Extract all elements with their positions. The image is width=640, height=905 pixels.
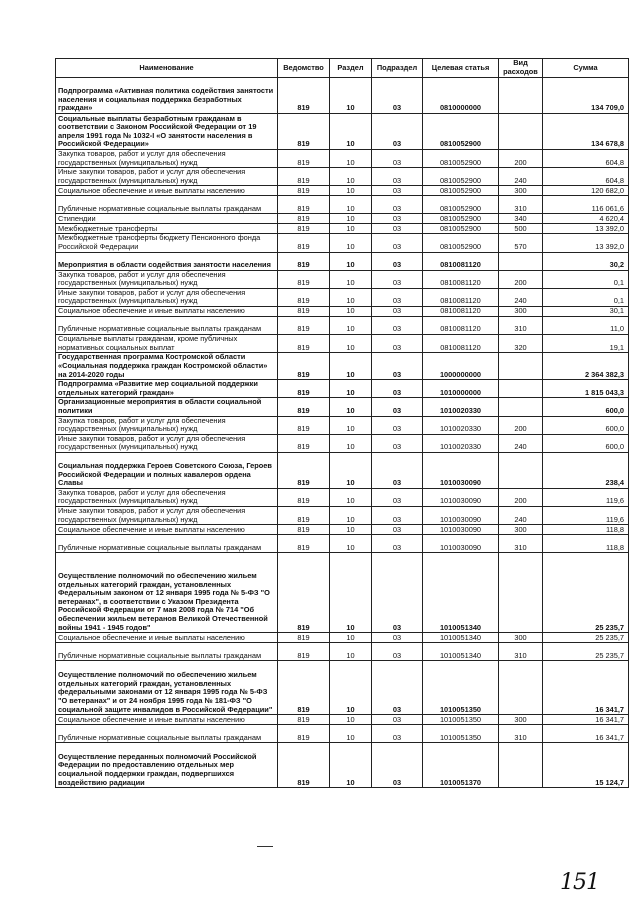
cell-sum: 238,4 bbox=[543, 452, 629, 488]
cell-target: 1010000000 bbox=[423, 380, 499, 398]
table-row bbox=[56, 334, 629, 352]
cell-subsection: 03 bbox=[372, 334, 423, 352]
cell-sum: 1 815 043,3 bbox=[543, 380, 629, 398]
cell-subsection: 03 bbox=[372, 150, 423, 168]
cell-dept: 819 bbox=[278, 633, 330, 643]
cell-section: 10 bbox=[330, 270, 372, 288]
table-row bbox=[56, 488, 629, 506]
cell-dept: 819 bbox=[278, 168, 330, 186]
cell-sum: 15 124,7 bbox=[543, 743, 629, 788]
cell-exptype: 310 bbox=[499, 725, 543, 743]
cell-exptype: 240 bbox=[499, 288, 543, 306]
table-row bbox=[56, 416, 629, 434]
cell-subsection: 03 bbox=[372, 715, 423, 725]
table-row bbox=[56, 725, 629, 743]
cell-subsection: 03 bbox=[372, 525, 423, 535]
cell-dept: 819 bbox=[278, 715, 330, 725]
cell-target: 1010051340 bbox=[423, 643, 499, 661]
cell-exptype: 340 bbox=[499, 214, 543, 224]
cell-target: 0810000000 bbox=[423, 78, 499, 114]
cell-sum: 600,0 bbox=[543, 434, 629, 452]
cell-section: 10 bbox=[330, 196, 372, 214]
cell-sum: 116 061,6 bbox=[543, 196, 629, 214]
cell-name: Закупка товаров, работ и услуг для обеспечения государственных (муниципальных) нужд bbox=[56, 488, 278, 506]
cell-name: Осуществление переданных полномочий Российской Федерации по предоставлению отдельных мер социальной поддержки граждан, подвергшихся воздействию радиации bbox=[56, 743, 278, 788]
cell-dept: 819 bbox=[278, 398, 330, 416]
cell-name: Осуществление полномочий по обеспечению жильем отдельных категорий граждан, установленных федеральными законами от 12 января 1995 года № 5-ФЗ "О ветеранах" и от 24 ноября 1995 года № 181-ФЗ "О социальной защите инвалидов в Российской Федерации" bbox=[56, 661, 278, 715]
cell-sum: 134 709,0 bbox=[543, 78, 629, 114]
cell-section: 10 bbox=[330, 633, 372, 643]
cell-section: 10 bbox=[330, 434, 372, 452]
cell-name: Межбюджетные трансферты бюджету Пенсионного фонда Российской Федерации bbox=[56, 234, 278, 252]
table-row bbox=[56, 316, 629, 334]
cell-target: 1010020330 bbox=[423, 398, 499, 416]
table-row bbox=[56, 525, 629, 535]
cell-sum: 118,8 bbox=[543, 535, 629, 553]
cell-dept: 819 bbox=[278, 416, 330, 434]
cell-name: Иные закупки товаров, работ и услуг для обеспечения государственных (муниципальных) нужд bbox=[56, 288, 278, 306]
cell-sum: 604,8 bbox=[543, 168, 629, 186]
table-row bbox=[56, 507, 629, 525]
cell-section: 10 bbox=[330, 553, 372, 633]
cell-target: 1010051370 bbox=[423, 743, 499, 788]
cell-subsection: 03 bbox=[372, 306, 423, 316]
cell-name: Публичные нормативные социальные выплаты гражданам bbox=[56, 535, 278, 553]
cell-dept: 819 bbox=[278, 186, 330, 196]
cell-exptype bbox=[499, 380, 543, 398]
cell-target: 0810052900 bbox=[423, 186, 499, 196]
cell-name: Стипендии bbox=[56, 214, 278, 224]
cell-section: 10 bbox=[330, 186, 372, 196]
cell-target: 0810052900 bbox=[423, 150, 499, 168]
cell-sum: 25 235,7 bbox=[543, 643, 629, 661]
cell-dept: 819 bbox=[278, 434, 330, 452]
cell-sum: 16 341,7 bbox=[543, 715, 629, 725]
cell-exptype: 200 bbox=[499, 270, 543, 288]
cell-name: Подпрограмма «Развитие мер социальной поддержки отдельных категорий граждан» bbox=[56, 380, 278, 398]
cell-name: Публичные нормативные социальные выплаты гражданам bbox=[56, 316, 278, 334]
cell-subsection: 03 bbox=[372, 186, 423, 196]
cell-exptype: 300 bbox=[499, 186, 543, 196]
cell-subsection: 03 bbox=[372, 214, 423, 224]
column-header-target: Целевая статья bbox=[423, 59, 499, 78]
cell-name: Закупка товаров, работ и услуг для обеспечения государственных (муниципальных) нужд bbox=[56, 150, 278, 168]
cell-exptype: 570 bbox=[499, 234, 543, 252]
cell-dept: 819 bbox=[278, 380, 330, 398]
cell-exptype bbox=[499, 743, 543, 788]
cell-sum: 120 682,0 bbox=[543, 186, 629, 196]
cell-name: Социальная поддержка Героев Советского Союза, Героев Российской Федерации и полных кавалеров ордена Славы bbox=[56, 452, 278, 488]
cell-target: 0810081120 bbox=[423, 334, 499, 352]
cell-dept: 819 bbox=[278, 553, 330, 633]
cell-section: 10 bbox=[330, 525, 372, 535]
cell-section: 10 bbox=[330, 224, 372, 234]
cell-section: 10 bbox=[330, 334, 372, 352]
cell-sum: 600,0 bbox=[543, 416, 629, 434]
table-row bbox=[56, 196, 629, 214]
cell-target: 1010051340 bbox=[423, 553, 499, 633]
cell-name: Межбюджетные трансферты bbox=[56, 224, 278, 234]
page-number: 151 bbox=[560, 870, 599, 895]
cell-target: 1010051350 bbox=[423, 661, 499, 715]
cell-sum: 4 620,4 bbox=[543, 214, 629, 224]
cell-subsection: 03 bbox=[372, 488, 423, 506]
cell-exptype: 300 bbox=[499, 715, 543, 725]
cell-section: 10 bbox=[330, 416, 372, 434]
cell-dept: 819 bbox=[278, 78, 330, 114]
cell-dept: 819 bbox=[278, 306, 330, 316]
table-row bbox=[56, 150, 629, 168]
cell-dept: 819 bbox=[278, 725, 330, 743]
cell-dept: 819 bbox=[278, 643, 330, 661]
table-row bbox=[56, 633, 629, 643]
cell-name: Мероприятия в области содействия занятости населения bbox=[56, 252, 278, 270]
cell-name: Иные закупки товаров, работ и услуг для обеспечения государственных (муниципальных) нужд bbox=[56, 434, 278, 452]
cell-exptype: 200 bbox=[499, 150, 543, 168]
cell-target: 0810052900 bbox=[423, 114, 499, 150]
cell-target: 0810052900 bbox=[423, 214, 499, 224]
cell-sum: 0,1 bbox=[543, 288, 629, 306]
cell-subsection: 03 bbox=[372, 114, 423, 150]
cell-sum: 119,6 bbox=[543, 488, 629, 506]
table-row bbox=[56, 743, 629, 788]
table-row bbox=[56, 553, 629, 633]
cell-section: 10 bbox=[330, 725, 372, 743]
cell-sum: 134 678,8 bbox=[543, 114, 629, 150]
cell-sum: 119,6 bbox=[543, 507, 629, 525]
cell-section: 10 bbox=[330, 316, 372, 334]
budget-table bbox=[55, 58, 629, 788]
cell-exptype: 240 bbox=[499, 168, 543, 186]
column-header-name: Наименование bbox=[56, 59, 278, 78]
cell-subsection: 03 bbox=[372, 725, 423, 743]
table-row bbox=[56, 434, 629, 452]
cell-section: 10 bbox=[330, 353, 372, 380]
column-header-sum: Сумма bbox=[543, 59, 629, 78]
budget-sheet bbox=[55, 58, 628, 788]
cell-target: 1010030090 bbox=[423, 535, 499, 553]
cell-name: Публичные нормативные социальные выплаты гражданам bbox=[56, 725, 278, 743]
cell-sum: 19,1 bbox=[543, 334, 629, 352]
table-row bbox=[56, 398, 629, 416]
cell-section: 10 bbox=[330, 168, 372, 186]
cell-subsection: 03 bbox=[372, 78, 423, 114]
cell-target: 0810081120 bbox=[423, 252, 499, 270]
cell-dept: 819 bbox=[278, 353, 330, 380]
cell-section: 10 bbox=[330, 114, 372, 150]
cell-target: 1010030090 bbox=[423, 488, 499, 506]
table-row bbox=[56, 186, 629, 196]
cell-exptype bbox=[499, 661, 543, 715]
cell-subsection: 03 bbox=[372, 168, 423, 186]
cell-target: 0810052900 bbox=[423, 168, 499, 186]
cell-target: 1010020330 bbox=[423, 434, 499, 452]
cell-name: Социальное обеспечение и иные выплаты населению bbox=[56, 633, 278, 643]
cell-target: 0810052900 bbox=[423, 196, 499, 214]
cell-exptype: 320 bbox=[499, 334, 543, 352]
cell-sum: 600,0 bbox=[543, 398, 629, 416]
cell-dept: 819 bbox=[278, 488, 330, 506]
cell-name: Социальное обеспечение и иные выплаты населению bbox=[56, 186, 278, 196]
cell-section: 10 bbox=[330, 715, 372, 725]
cell-dept: 819 bbox=[278, 252, 330, 270]
cell-exptype: 310 bbox=[499, 643, 543, 661]
cell-name: Публичные нормативные социальные выплаты гражданам bbox=[56, 643, 278, 661]
cell-dept: 819 bbox=[278, 270, 330, 288]
cell-sum: 16 341,7 bbox=[543, 661, 629, 715]
cell-section: 10 bbox=[330, 150, 372, 168]
cell-name: Государственная программа Костромской области «Социальная поддержка граждан Костромской области» на 2014-2020 годы bbox=[56, 353, 278, 380]
table-row bbox=[56, 535, 629, 553]
cell-section: 10 bbox=[330, 252, 372, 270]
cell-dept: 819 bbox=[278, 288, 330, 306]
cell-target: 0810052900 bbox=[423, 224, 499, 234]
cell-section: 10 bbox=[330, 398, 372, 416]
cell-sum: 30,1 bbox=[543, 306, 629, 316]
cell-sum: 2 364 382,3 bbox=[543, 353, 629, 380]
cell-sum: 16 341,7 bbox=[543, 725, 629, 743]
cell-dept: 819 bbox=[278, 214, 330, 224]
cell-section: 10 bbox=[330, 380, 372, 398]
cell-section: 10 bbox=[330, 214, 372, 224]
cell-exptype: 310 bbox=[499, 316, 543, 334]
cell-name: Подпрограмма «Активная политика содействия занятости населения и социальная поддержка безработных граждан» bbox=[56, 78, 278, 114]
column-header-subsection: Подраздел bbox=[372, 59, 423, 78]
cell-sum: 25 235,7 bbox=[543, 553, 629, 633]
cell-target: 0810081120 bbox=[423, 288, 499, 306]
cell-subsection: 03 bbox=[372, 633, 423, 643]
cell-name: Закупка товаров, работ и услуг для обеспечения государственных (муниципальных) нужд bbox=[56, 416, 278, 434]
cell-name: Иные закупки товаров, работ и услуг для обеспечения государственных (муниципальных) нужд bbox=[56, 168, 278, 186]
cell-exptype: 300 bbox=[499, 525, 543, 535]
cell-name: Закупка товаров, работ и услуг для обеспечения государственных (муниципальных) нужд bbox=[56, 270, 278, 288]
cell-exptype: 300 bbox=[499, 306, 543, 316]
cell-section: 10 bbox=[330, 507, 372, 525]
cell-dept: 819 bbox=[278, 525, 330, 535]
cell-target: 0810052900 bbox=[423, 234, 499, 252]
cell-subsection: 03 bbox=[372, 535, 423, 553]
cell-dept: 819 bbox=[278, 114, 330, 150]
cell-exptype bbox=[499, 252, 543, 270]
cell-section: 10 bbox=[330, 306, 372, 316]
table-row bbox=[56, 224, 629, 234]
cell-exptype: 240 bbox=[499, 434, 543, 452]
cell-subsection: 03 bbox=[372, 416, 423, 434]
table-row bbox=[56, 452, 629, 488]
cell-subsection: 03 bbox=[372, 316, 423, 334]
cell-sum: 13 392,0 bbox=[543, 224, 629, 234]
table-row bbox=[56, 353, 629, 380]
cell-dept: 819 bbox=[278, 234, 330, 252]
cell-name: Иные закупки товаров, работ и услуг для обеспечения государственных (муниципальных) нужд bbox=[56, 507, 278, 525]
cell-section: 10 bbox=[330, 488, 372, 506]
cell-subsection: 03 bbox=[372, 643, 423, 661]
cell-name: Социальные выплаты безработным гражданам в соответствии с Законом Российской Федерации от 19 апреля 1991 года № 1032-I «О занятости населения в Российской Федерации» bbox=[56, 114, 278, 150]
cell-exptype: 200 bbox=[499, 416, 543, 434]
cell-section: 10 bbox=[330, 661, 372, 715]
cell-exptype: 240 bbox=[499, 507, 543, 525]
cell-exptype bbox=[499, 398, 543, 416]
cell-dept: 819 bbox=[278, 224, 330, 234]
table-row bbox=[56, 380, 629, 398]
cell-section: 10 bbox=[330, 452, 372, 488]
cell-exptype bbox=[499, 553, 543, 633]
cell-sum: 11,0 bbox=[543, 316, 629, 334]
cell-subsection: 03 bbox=[372, 507, 423, 525]
cell-sum: 13 392,0 bbox=[543, 234, 629, 252]
cell-section: 10 bbox=[330, 78, 372, 114]
table-row bbox=[56, 715, 629, 725]
cell-name: Социальное обеспечение и иные выплаты населению bbox=[56, 715, 278, 725]
cell-dept: 819 bbox=[278, 452, 330, 488]
cell-subsection: 03 bbox=[372, 553, 423, 633]
cell-target: 1010020330 bbox=[423, 416, 499, 434]
cell-exptype bbox=[499, 452, 543, 488]
cell-exptype: 310 bbox=[499, 196, 543, 214]
cell-dept: 819 bbox=[278, 661, 330, 715]
cell-name: Социальные выплаты гражданам, кроме публичных нормативных социальных выплат bbox=[56, 334, 278, 352]
table-row bbox=[56, 168, 629, 186]
table-header-row bbox=[56, 59, 629, 78]
cell-dept: 819 bbox=[278, 507, 330, 525]
cell-dept: 819 bbox=[278, 196, 330, 214]
cell-target: 0810081120 bbox=[423, 316, 499, 334]
cell-target: 1010030090 bbox=[423, 452, 499, 488]
cell-sum: 30,2 bbox=[543, 252, 629, 270]
table-row bbox=[56, 288, 629, 306]
cell-section: 10 bbox=[330, 234, 372, 252]
cell-subsection: 03 bbox=[372, 252, 423, 270]
cell-exptype bbox=[499, 353, 543, 380]
table-row bbox=[56, 661, 629, 715]
cell-sum: 0,1 bbox=[543, 270, 629, 288]
column-header-dept: Ведомство bbox=[278, 59, 330, 78]
table-row bbox=[56, 252, 629, 270]
footer-dash bbox=[257, 846, 273, 847]
table-row bbox=[56, 114, 629, 150]
cell-target: 1010051350 bbox=[423, 715, 499, 725]
cell-target: 1010051350 bbox=[423, 725, 499, 743]
cell-subsection: 03 bbox=[372, 398, 423, 416]
cell-name: Социальное обеспечение и иные выплаты населению bbox=[56, 306, 278, 316]
cell-subsection: 03 bbox=[372, 353, 423, 380]
cell-target: 1010030090 bbox=[423, 525, 499, 535]
cell-target: 1000000000 bbox=[423, 353, 499, 380]
cell-section: 10 bbox=[330, 535, 372, 553]
cell-subsection: 03 bbox=[372, 743, 423, 788]
cell-section: 10 bbox=[330, 288, 372, 306]
cell-subsection: 03 bbox=[372, 661, 423, 715]
cell-subsection: 03 bbox=[372, 270, 423, 288]
cell-exptype: 500 bbox=[499, 224, 543, 234]
cell-dept: 819 bbox=[278, 743, 330, 788]
column-header-section: Раздел bbox=[330, 59, 372, 78]
cell-subsection: 03 bbox=[372, 288, 423, 306]
cell-exptype: 300 bbox=[499, 633, 543, 643]
table-row bbox=[56, 214, 629, 224]
cell-subsection: 03 bbox=[372, 434, 423, 452]
table-row bbox=[56, 306, 629, 316]
table-row bbox=[56, 270, 629, 288]
cell-sum: 604,8 bbox=[543, 150, 629, 168]
cell-dept: 819 bbox=[278, 334, 330, 352]
cell-subsection: 03 bbox=[372, 224, 423, 234]
cell-dept: 819 bbox=[278, 316, 330, 334]
cell-section: 10 bbox=[330, 743, 372, 788]
cell-dept: 819 bbox=[278, 150, 330, 168]
table-row bbox=[56, 234, 629, 252]
cell-section: 10 bbox=[330, 643, 372, 661]
column-header-exptype: Вид расходов bbox=[499, 59, 543, 78]
cell-dept: 819 bbox=[278, 535, 330, 553]
cell-exptype bbox=[499, 114, 543, 150]
cell-subsection: 03 bbox=[372, 234, 423, 252]
cell-exptype: 310 bbox=[499, 535, 543, 553]
cell-exptype bbox=[499, 78, 543, 114]
cell-subsection: 03 bbox=[372, 380, 423, 398]
cell-name: Социальное обеспечение и иные выплаты населению bbox=[56, 525, 278, 535]
cell-name: Организационные мероприятия в области социальной политики bbox=[56, 398, 278, 416]
cell-exptype: 200 bbox=[499, 488, 543, 506]
cell-subsection: 03 bbox=[372, 452, 423, 488]
cell-target: 1010030090 bbox=[423, 507, 499, 525]
cell-target: 1010051340 bbox=[423, 633, 499, 643]
table-row bbox=[56, 78, 629, 114]
cell-sum: 118,8 bbox=[543, 525, 629, 535]
cell-subsection: 03 bbox=[372, 196, 423, 214]
cell-name: Осуществление полномочий по обеспечению жильем отдельных категорий граждан, установленных Федеральным законом от 12 января 1995 года № 5-ФЗ "О ветеранах", в соответствии с Указом Президента Российской Федерации от 7 мая 2008 года № 714 "Об обеспечении жильем ветеранов Великой Отечественной войны 1941 - 1945 годов" bbox=[56, 553, 278, 633]
cell-sum: 25 235,7 bbox=[543, 633, 629, 643]
cell-target: 0810081120 bbox=[423, 306, 499, 316]
cell-target: 0810081120 bbox=[423, 270, 499, 288]
table-row bbox=[56, 643, 629, 661]
cell-name: Публичные нормативные социальные выплаты гражданам bbox=[56, 196, 278, 214]
